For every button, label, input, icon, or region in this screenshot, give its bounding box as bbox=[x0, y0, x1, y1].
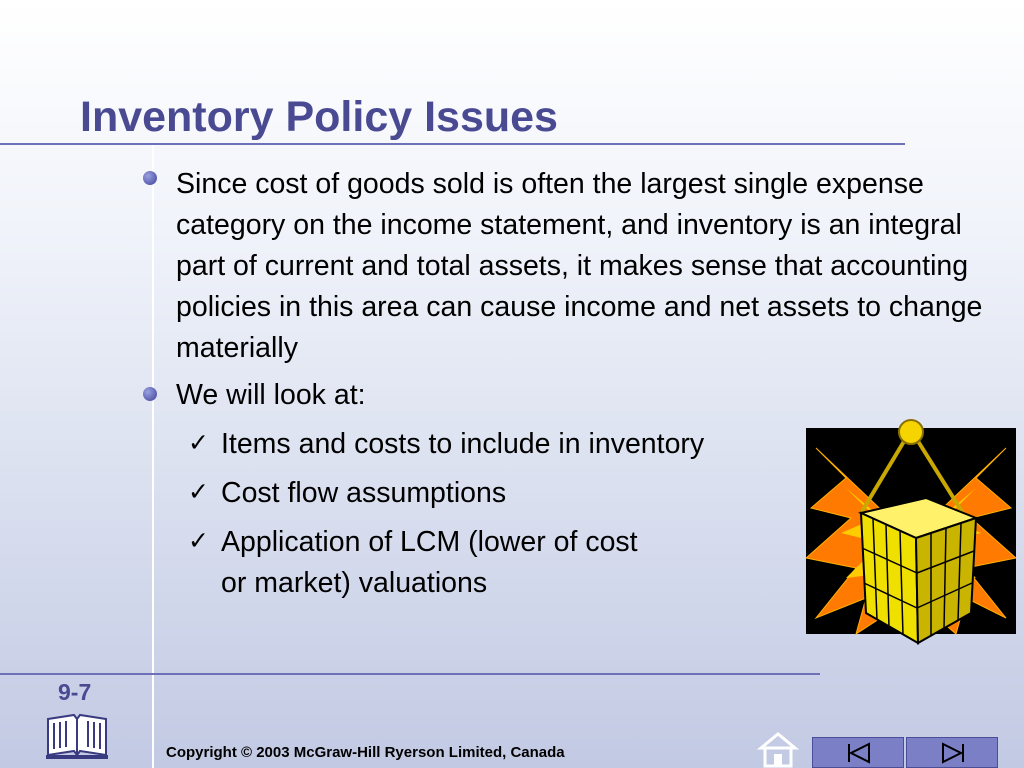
book-icon[interactable] bbox=[44, 713, 110, 761]
sub-bullet-3: Application of LCM (lower of cost or market) valuations bbox=[221, 526, 638, 599]
home-icon[interactable] bbox=[755, 730, 801, 768]
footer-divider bbox=[0, 673, 820, 675]
bullet-icon bbox=[143, 171, 157, 185]
inventory-crate-clipart bbox=[806, 418, 1016, 654]
next-slide-button[interactable] bbox=[906, 737, 998, 768]
checkmark-icon: ✓ bbox=[188, 428, 209, 457]
sub-bullet-2: Cost flow assumptions bbox=[221, 477, 507, 509]
previous-slide-button[interactable] bbox=[812, 737, 904, 768]
previous-slide-icon bbox=[845, 742, 873, 764]
bullet-icon bbox=[143, 387, 157, 401]
next-slide-icon bbox=[939, 742, 967, 764]
slide-number: 9-7 bbox=[58, 679, 92, 705]
bullet-text-2: We will look at: bbox=[176, 379, 366, 411]
sub-bullet-1: Items and costs to include in inventory bbox=[221, 428, 705, 460]
slide-title: Inventory Policy Issues bbox=[80, 93, 558, 141]
checkmark-icon: ✓ bbox=[188, 526, 209, 555]
title-divider bbox=[0, 143, 905, 145]
copyright-text: Copyright © 2003 McGraw-Hill Ryerson Limited, Canada bbox=[166, 744, 565, 761]
bullet-text-1: Since cost of goods sold is often the largest single expense category on the income statement, and inventory is an integral part of current and total assets, it makes sense that accounting policies in this area can cause income and net assets to change materially bbox=[176, 168, 983, 364]
checkmark-icon: ✓ bbox=[188, 477, 209, 506]
